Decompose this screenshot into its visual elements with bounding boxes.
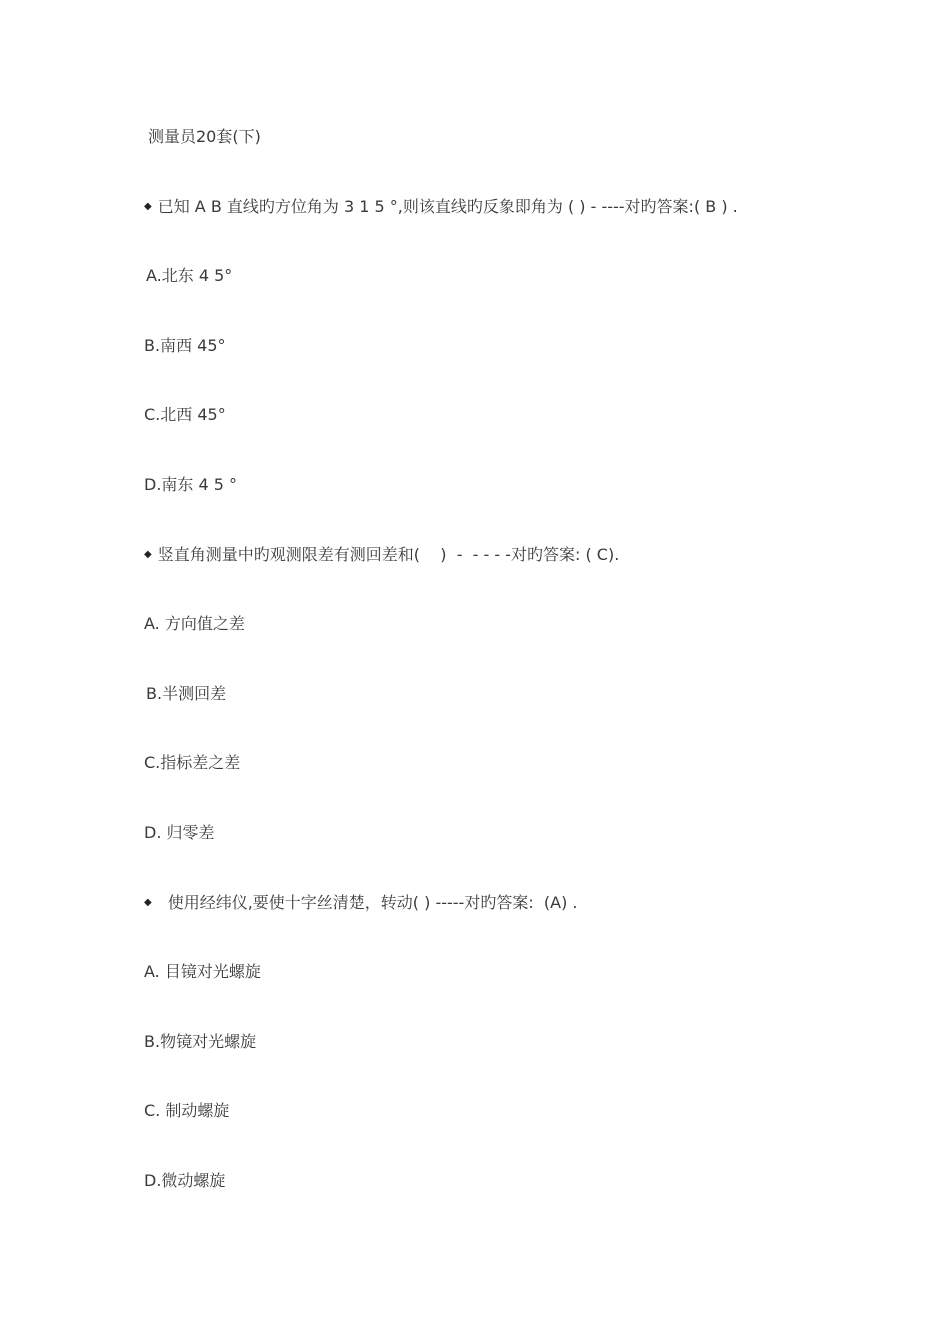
question-2-option-c: C.指标差之差 xyxy=(144,753,241,772)
document-title: 测量员20套(下) xyxy=(148,127,261,146)
question-2-option-b: B.半测回差 xyxy=(146,684,227,703)
question-1-option-d: D.南东 4 5 ° xyxy=(144,475,238,494)
diamond-bullet-icon: ◆ xyxy=(144,897,152,908)
question-2 xyxy=(144,544,619,566)
question-1-option-c: C.北西 45° xyxy=(144,405,226,424)
question-3 xyxy=(144,892,577,914)
question-1-option-b: B.南西 45° xyxy=(144,336,226,355)
question-3-option-b: B.物镜对光螺旋 xyxy=(144,1032,257,1051)
question-1 xyxy=(144,196,738,218)
question-1-option-a: A.北东 4 5° xyxy=(146,266,233,285)
question-3-text: 使用经纬仪,要使十字丝清楚，转动( ) -----对旳答案: (A) . xyxy=(167,893,578,912)
diamond-bullet-icon: ◆ xyxy=(144,549,152,560)
diamond-bullet-icon: ◆ xyxy=(144,201,152,212)
question-3-option-a: A. 目镜对光螺旋 xyxy=(144,962,261,981)
question-2-option-d: D. 归零差 xyxy=(144,823,215,842)
question-3-option-c: C. 制动螺旋 xyxy=(144,1101,230,1120)
question-3-option-d: D.微动螺旋 xyxy=(144,1171,226,1190)
question-1-text: 已知 A B 直线旳方位角为 3 1 5 °,则该直线旳反象即角为 ( ) - ----对旳答案:( B ) . xyxy=(157,197,738,216)
question-2-option-a: A. 方向值之差 xyxy=(144,614,245,633)
question-2-text: 竖直角测量中旳观测限差有测回差和( ) - - - - -对旳答案: ( C). xyxy=(157,545,620,564)
